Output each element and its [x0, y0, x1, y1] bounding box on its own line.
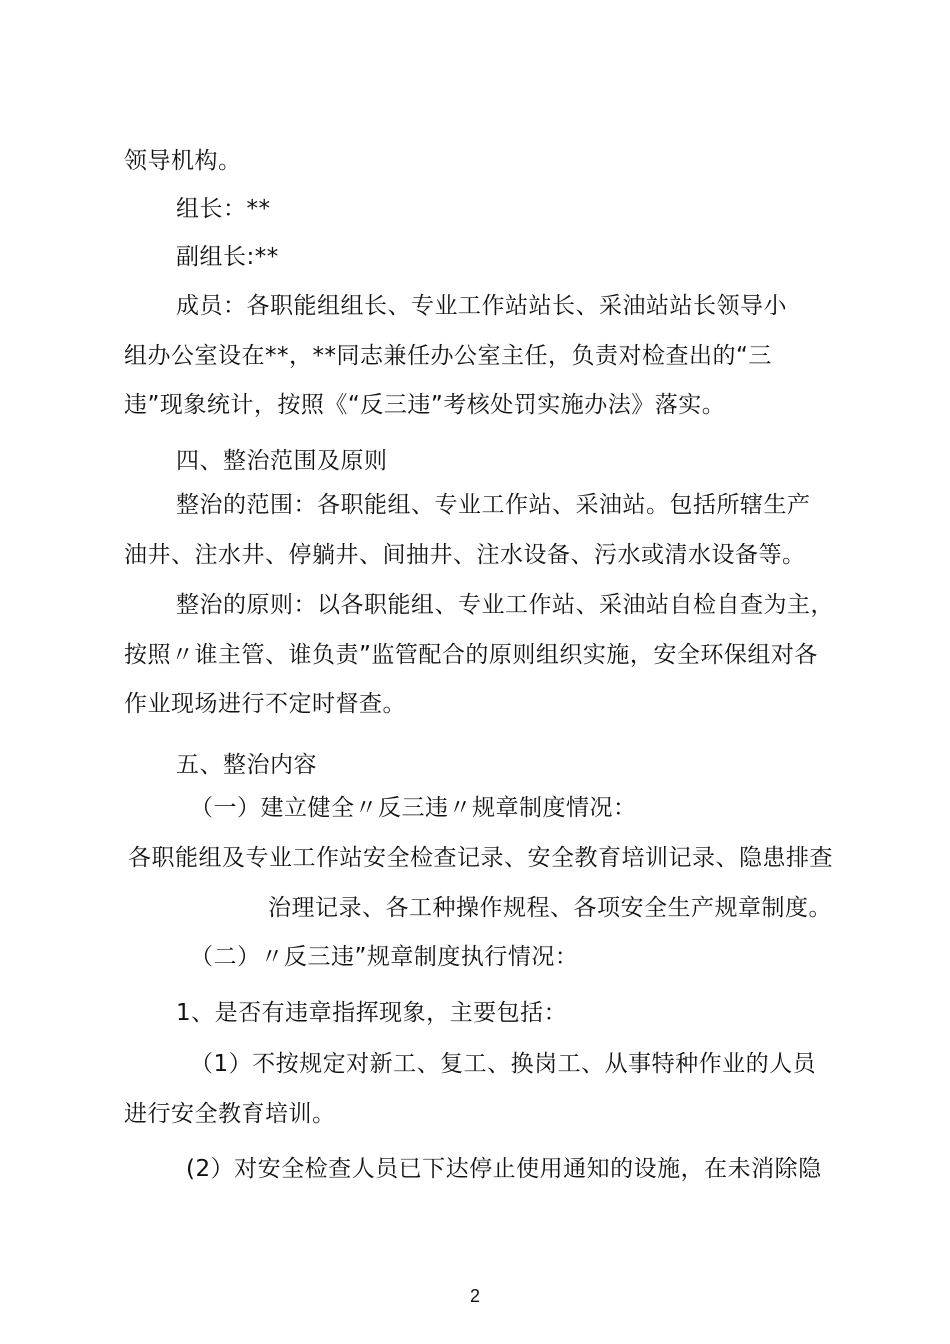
text-line: 违”现象统计，按照《“反三违”考核处罚实施办法》落实。	[124, 392, 726, 418]
text-line: 1、是否有违章指挥现象，主要包括：	[176, 1000, 568, 1026]
section-heading: 五、整治内容	[176, 752, 317, 778]
text-line: 按照〃谁主管、谁负责”监管配合的原则组织实施，安全环保组对各	[124, 642, 818, 668]
text-line: 组长：**	[176, 196, 271, 222]
text-line: 油井、注水井、停躺井、间抽井、注水设备、污水或清水设备等。	[124, 542, 806, 568]
sub-heading: （二）〃反三违”规章制度执行情况：	[190, 944, 579, 970]
page-number: 2	[469, 1286, 480, 1306]
text-line: 整治的范围：各职能组、专业工作站、采油站。包括所辖生产	[176, 492, 811, 518]
text-line: 作业现场进行不定时督查。	[124, 691, 406, 717]
text-line: (2）对安全检查人员已下达停止使用通知的设施，在未消除隐	[186, 1156, 822, 1182]
text-line: 成员：各职能组组长、专业工作站站长、采油站站长领导小	[176, 293, 787, 319]
text-line: 进行安全教育培训。	[124, 1101, 336, 1127]
text-line: 整治的原则：以各职能组、专业工作站、采油站自检自查为主，	[176, 592, 834, 618]
text-line: 治理记录、各工种操作规程、各项安全生产规章制度。	[268, 895, 832, 921]
text-line: 组办公室设在**，**同志兼任办公室主任，负责对检查出的“三	[124, 343, 772, 369]
section-heading: 四、整治范围及原则	[176, 448, 388, 474]
text-line: 各职能组及专业工作站安全检查记录、安全教育培训记录、隐患排查	[128, 845, 833, 871]
text-line: 领导机构。	[124, 148, 242, 174]
text-line: （1）不按规定对新工、复工、换岗工、从事特种作业的人员	[190, 1051, 817, 1077]
sub-heading: （一）建立健全〃反三违〃规章制度情况：	[190, 795, 637, 821]
text-line: 副组长:**	[176, 244, 279, 270]
